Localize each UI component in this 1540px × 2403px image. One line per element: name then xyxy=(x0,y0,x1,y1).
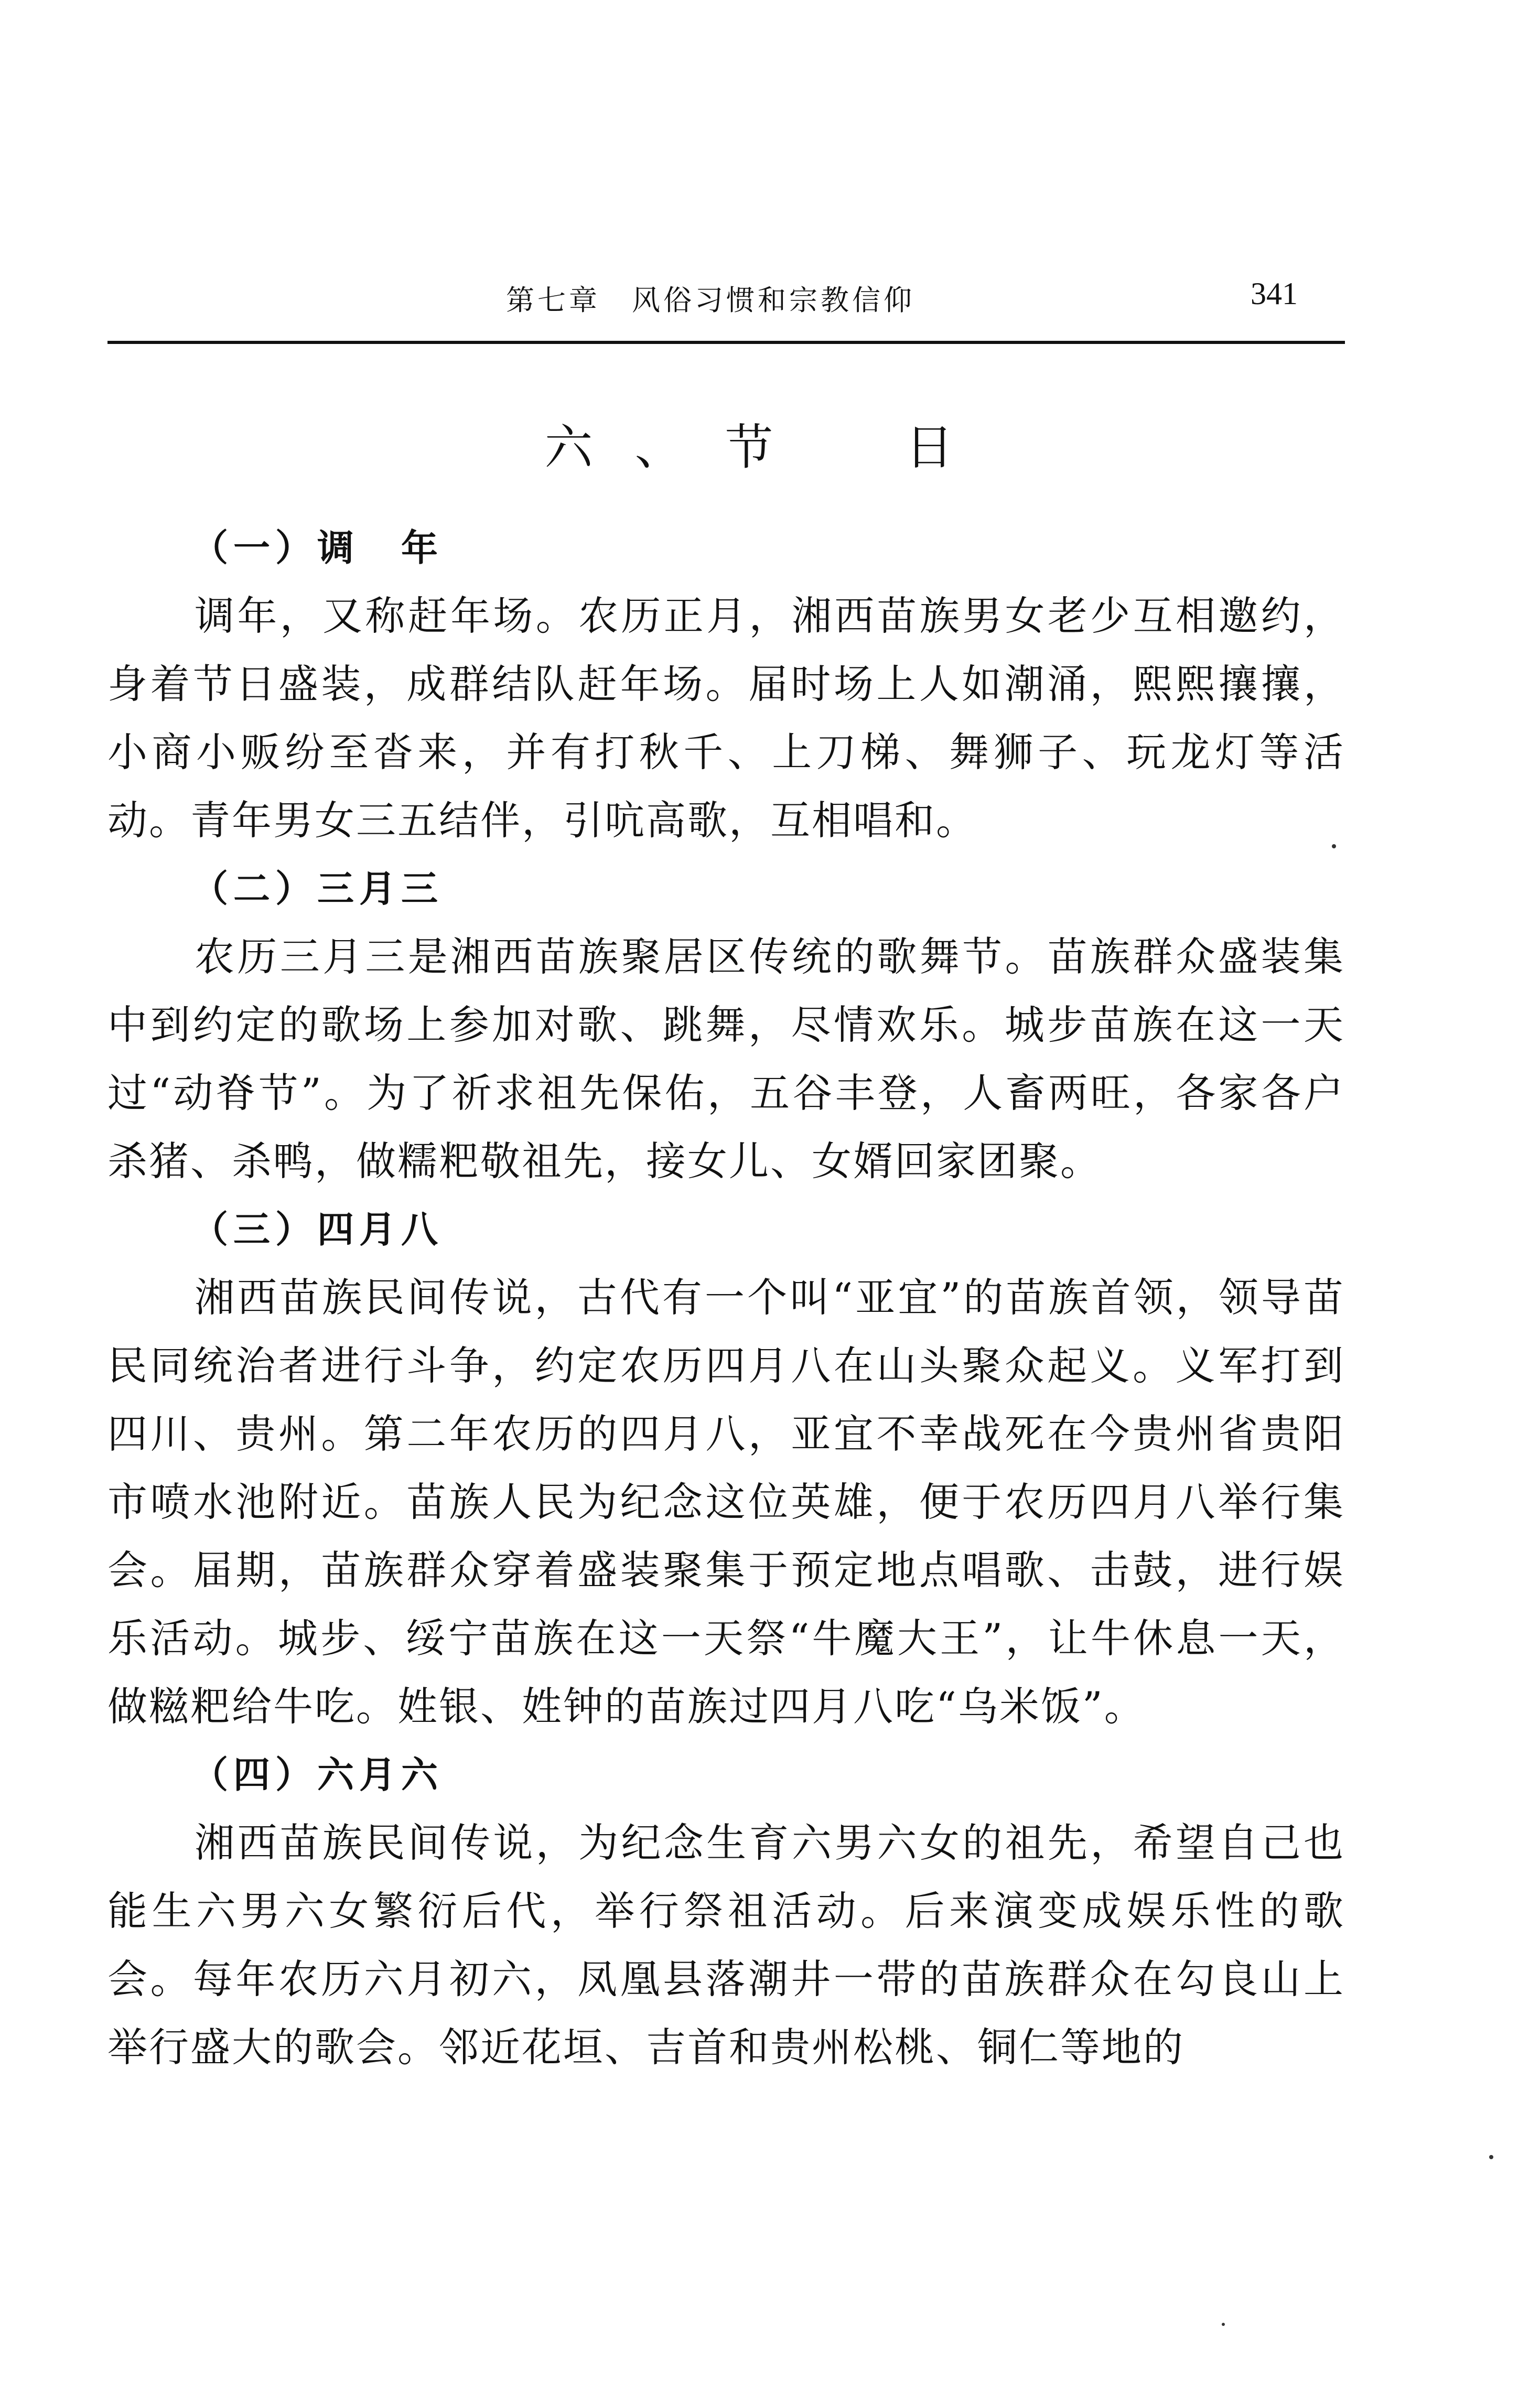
body-text xyxy=(107,514,1345,2082)
scan-speck xyxy=(1332,844,1336,848)
paragraph: 湘西苗族民间传说，古代有一个叫“亚宜”的苗族首领，领导苗民同统治者进行斗争，约定农历四月八在山头聚众起义。义军打到四川、贵州。第二年农历的四月八，亚宜不幸战死在今贵州省贵阳市喷水池附近。苗族人民为纪念这位英雄，便于农历四月八举行集会。届期，苗族群众穿着盛装聚集于预定地点唱歌、击鼓，进行娱乐活动。城步、绥宁苗族在这一天祭“牛魔大王”，让牛休息一天，做糍粑给牛吃。姓银、姓钟的苗族过四月八吃“乌米饭”。 xyxy=(107,1274,1345,1730)
subsection-heading: （三）四月八 xyxy=(191,1208,443,1251)
subsection-heading: （四）六月六 xyxy=(191,1753,443,1796)
running-header xyxy=(107,278,1345,330)
paragraph: 农历三月三是湘西苗族聚居区传统的歌舞节。苗族群众盛装集中到约定的歌场上参加对歌、跳舞，尽情欢乐。城步苗族在这一天过“动脊节”。为了祈求祖先保佑，五谷丰登，人畜两旺，各家各户杀猪、杀鸭，做糯粑敬祖先，接女儿、女婿回家团聚。 xyxy=(107,933,1345,1184)
subsection-heading: （二）三月三 xyxy=(191,867,443,910)
scan-speck xyxy=(1222,2323,1225,2326)
chapter-title: 第七章 风俗习惯和宗教信仰 xyxy=(506,284,915,317)
header-rule xyxy=(107,341,1345,344)
subsection-heading: （一）调 年 xyxy=(191,526,443,569)
section-title: 六、节 日 xyxy=(544,419,996,476)
scan-speck xyxy=(1489,2155,1493,2159)
paragraph: 调年，又称赶年场。农历正月，湘西苗族男女老少互相邀约，身着节日盛装，成群结队赶年场。届时场上人如潮涌，熙熙攘攘，小商小贩纷至沓来，并有打秋千、上刀梯、舞狮子、玩龙灯等活动。青年男女三五结伴，引吭高歌，互相唱和。 xyxy=(107,592,1345,844)
paragraph: 湘西苗族民间传说，为纪念生育六男六女的祖先，希望自己也能生六男六女繁衍后代，举行祭祖活动。后来演变成娱乐性的歌会。每年农历六月初六，凤凰县落潮井一带的苗族群众在勾良山上举行盛大的歌会。邻近花垣、吉首和贵州松桃、铜仁等地的 xyxy=(107,1819,1345,2071)
page-number: 341 xyxy=(1251,276,1298,311)
